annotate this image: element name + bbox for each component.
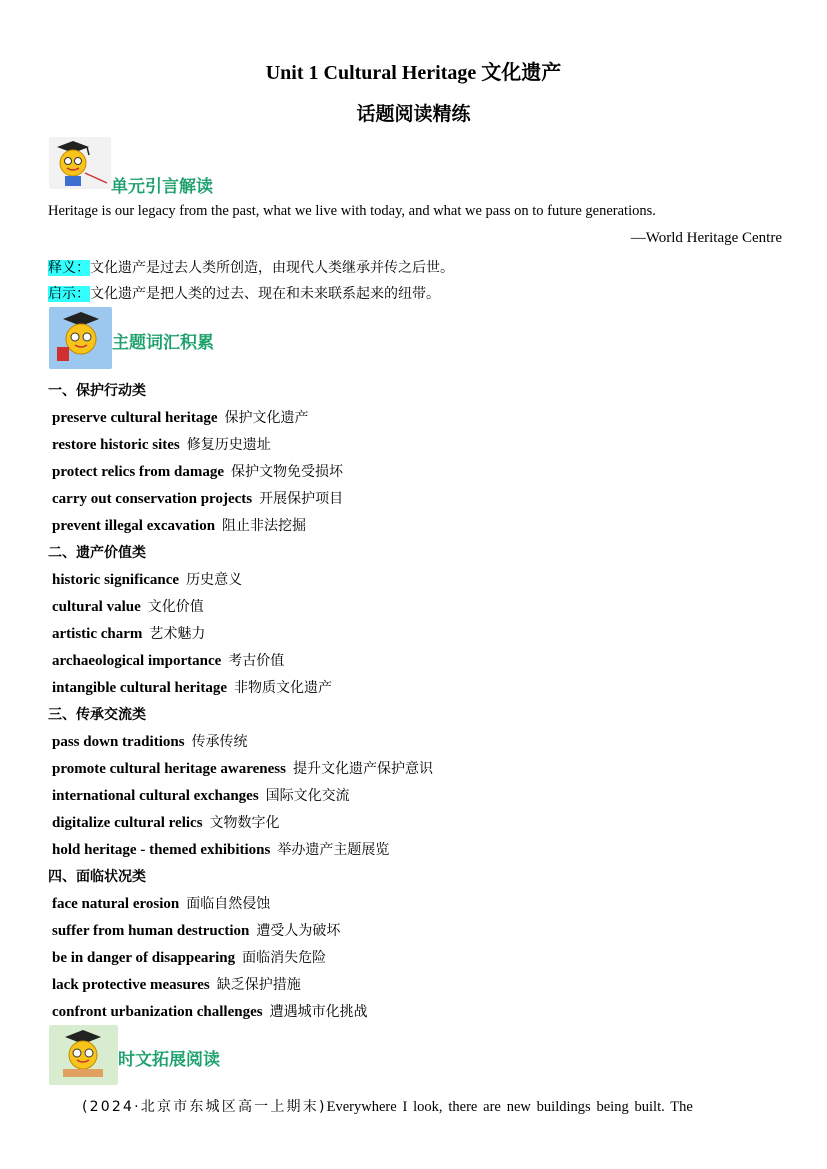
insight-line [48, 283, 440, 303]
reading-text: Everywhere I look, there are new buildings being built. The [326, 1099, 693, 1115]
section-heading-reading: 时文拓展阅读 [118, 1050, 220, 1070]
vocab-category-title: 三、传承交流类 [48, 707, 146, 723]
vocab-item: carry out conservation projects 开展保护项目 [52, 491, 344, 507]
insight-label: 启示： [48, 286, 90, 302]
vocab-item: face natural erosion 面临自然侵蚀 [52, 896, 271, 912]
vocab-item: digitalize cultural relics 文物数字化 [52, 815, 280, 831]
vocab-item: suffer from human destruction 遭受人为破坏 [52, 923, 341, 939]
section-heading-vocab: 主题词汇积累 [112, 333, 214, 353]
vocab-item: artistic charm 艺术魅力 [52, 626, 206, 642]
meaning-line [48, 257, 454, 277]
vocab-item: promote cultural heritage awareness 提升文化遗产保护意识 [52, 761, 433, 777]
vocab-item: preserve cultural heritage 保护文化遗产 [52, 410, 309, 426]
vocab-item: pass down traditions 传承传统 [52, 734, 248, 750]
teacher-mascot-icon [49, 137, 111, 189]
vocab-item: protect relics from damage 保护文物免受损坏 [52, 464, 344, 480]
quote-source: —World Heritage Centre [630, 230, 782, 246]
vocab-item: archaeological importance 考古价值 [52, 653, 285, 669]
vocab-item: restore historic sites 修复历史遗址 [52, 437, 271, 453]
vocab-item: intangible cultural heritage 非物质文化遗产 [52, 680, 332, 696]
document-title: Unit 1 Cultural Heritage 文化遗产 [265, 62, 562, 84]
vocab-item: historic significance 历史意义 [52, 572, 243, 588]
reading-first-line [82, 1096, 693, 1116]
heritage-quote: Heritage is our legacy from the past, what we live with today, and what we pass on to future generations. [48, 203, 656, 219]
reading-source: (2024·北京市东城区高一上期末) [82, 1099, 327, 1115]
vocab-category-title: 二、遗产价值类 [48, 545, 146, 561]
reading-mascot-icon [49, 1025, 118, 1085]
meaning-label: 释义： [48, 260, 90, 276]
vocab-item: lack protective measures 缺乏保护措施 [52, 977, 301, 993]
vocab-item: prevent illegal excavation 阻止非法挖掘 [52, 518, 307, 534]
insight-text: 文化遗产是把人类的过去、现在和未来联系起来的纽带。 [90, 286, 440, 302]
vocab-category-title: 一、保护行动类 [48, 383, 146, 399]
meaning-text: 文化遗产是过去人类所创造，由现代人类继承并传之后世。 [90, 260, 454, 276]
document-subtitle: 话题阅读精练 [356, 103, 471, 125]
vocab-item: cultural value 文化价值 [52, 599, 204, 615]
vocab-category-title: 四、面临状况类 [48, 869, 146, 885]
section-heading-intro: 单元引言解读 [111, 177, 213, 197]
vocab-item: be in danger of disappearing 面临消失危险 [52, 950, 327, 966]
vocab-item: international cultural exchanges 国际文化交流 [52, 788, 350, 804]
student-mascot-icon [49, 307, 112, 369]
vocab-item: hold heritage - themed exhibitions 举办遗产主题展览 [52, 842, 390, 858]
vocab-item: confront urbanization challenges 遭遇城市化挑战 [52, 1004, 368, 1020]
